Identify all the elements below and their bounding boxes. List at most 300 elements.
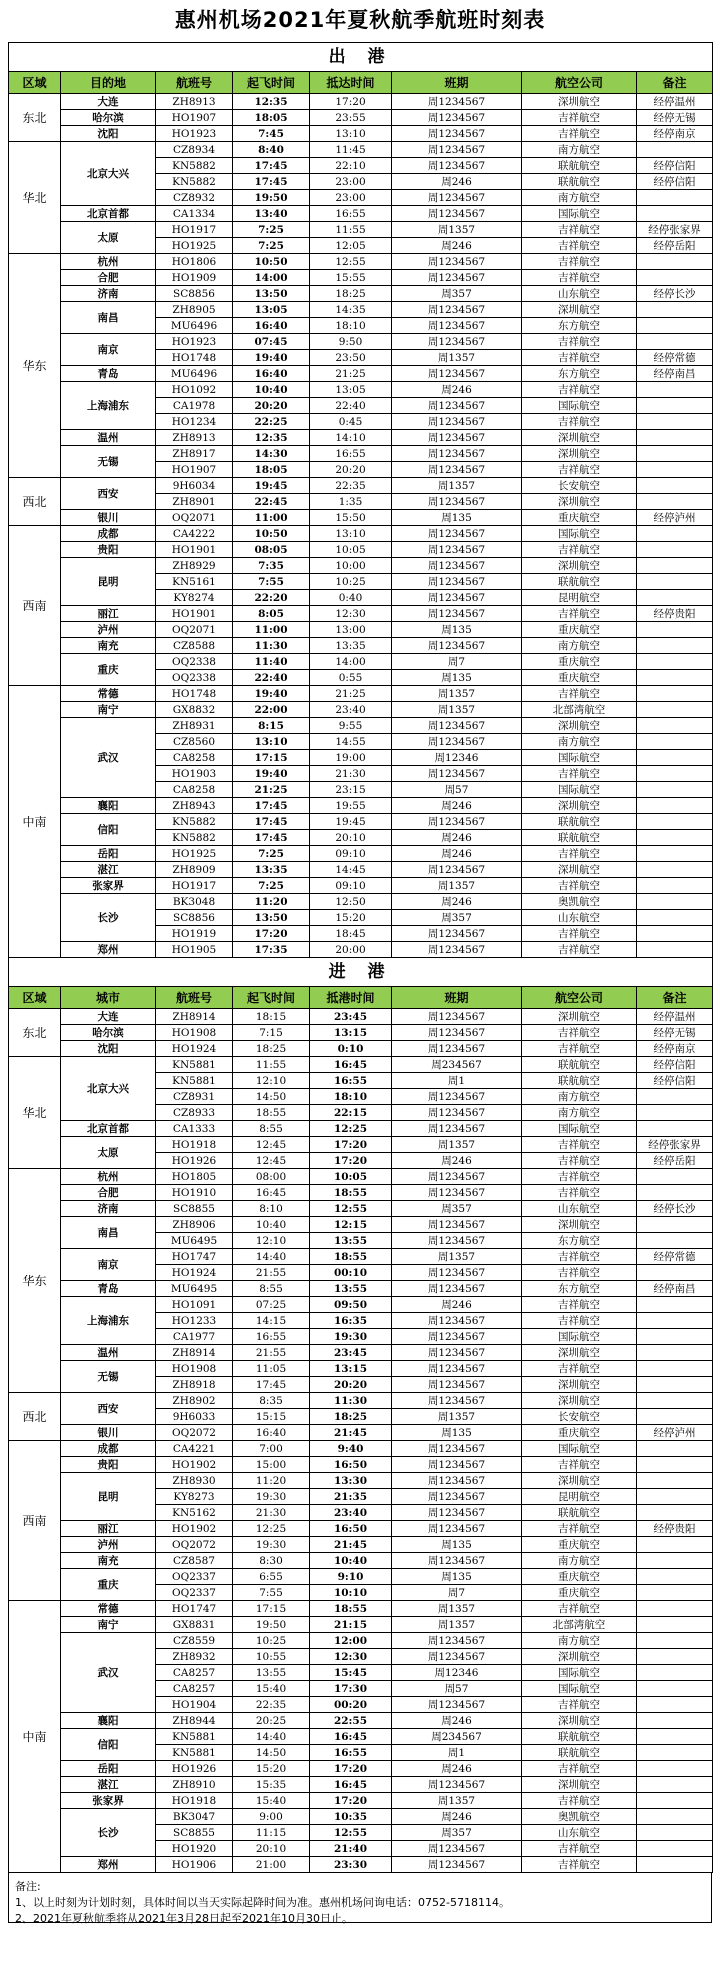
remark-cell: 经停张家界 <box>637 222 713 238</box>
city-cell: 岳阳 <box>61 846 156 862</box>
schedule-days-cell: 周246 <box>392 1761 522 1777</box>
flight-no-cell: HO1919 <box>156 926 233 942</box>
table-row <box>9 1121 713 1137</box>
schedule-days-cell: 周7 <box>392 654 522 670</box>
schedule-days-cell: 周1234567 <box>392 1025 522 1041</box>
flight-no-cell: ZH8901 <box>156 494 233 510</box>
city-cell: 长沙 <box>61 1809 156 1857</box>
schedule-days-cell: 周1234567 <box>392 1361 522 1377</box>
dep-time-cell: 10:25 <box>233 1633 310 1649</box>
table-row <box>9 1057 713 1073</box>
flight-no-cell: CZ8587 <box>156 1553 233 1569</box>
remark-cell <box>637 1569 713 1585</box>
schedule-days-cell: 周246 <box>392 238 522 254</box>
airline-cell: 南方航空 <box>522 1089 637 1105</box>
flight-no-cell: ZH8902 <box>156 1393 233 1409</box>
schedule-days-cell: 周1234567 <box>392 254 522 270</box>
arr-time-cell: 12:55 <box>310 1201 392 1217</box>
schedule-days-cell: 周1234567 <box>392 110 522 126</box>
flight-no-cell: CZ8934 <box>156 142 233 158</box>
airline-cell: 南方航空 <box>522 1633 637 1649</box>
airline-cell: 吉祥航空 <box>522 350 637 366</box>
remark-cell <box>637 1777 713 1793</box>
arrivals-header-cell: 航班号 <box>156 987 233 1009</box>
schedule-days-cell: 周1234567 <box>392 126 522 142</box>
remark-cell: 经停温州 <box>637 94 713 110</box>
flight-no-cell: KN5881 <box>156 1745 233 1761</box>
remark-cell <box>637 1489 713 1505</box>
schedule-days-cell: 周1234567 <box>392 814 522 830</box>
flight-no-cell: OQ2338 <box>156 670 233 686</box>
airline-cell: 深圳航空 <box>522 1393 637 1409</box>
table-row <box>9 558 713 574</box>
notes-line-1: 1、以上时刻为计划时刻，具体时间以当天实际起降时间为准。惠州机场问询电话：0752-5718114。 <box>15 1896 510 1909</box>
remark-cell <box>637 1617 713 1633</box>
airline-cell: 重庆航空 <box>522 654 637 670</box>
flight-no-cell: HO1918 <box>156 1137 233 1153</box>
remark-cell <box>637 1745 713 1761</box>
flight-no-cell: OQ2337 <box>156 1569 233 1585</box>
arr-time-cell: 9:40 <box>310 1441 392 1457</box>
city-cell: 济南 <box>61 1201 156 1217</box>
arr-time-cell: 12:55 <box>310 1825 392 1841</box>
schedule-days-cell: 周1234567 <box>392 1217 522 1233</box>
arr-time-cell: 12:25 <box>310 1121 392 1137</box>
flight-no-cell: 9H6034 <box>156 478 233 494</box>
remark-cell <box>637 478 713 494</box>
schedule-days-cell: 周1234567 <box>392 494 522 510</box>
arrivals-section-title: 进 港 <box>9 958 713 987</box>
city-cell: 南昌 <box>61 302 156 334</box>
city-cell: 沈阳 <box>61 1041 156 1057</box>
flight-no-cell: MU6496 <box>156 366 233 382</box>
city-cell: 南京 <box>61 334 156 366</box>
remark-cell <box>637 558 713 574</box>
departures-header-cell: 航空公司 <box>522 72 637 94</box>
dep-time-cell: 13:40 <box>233 206 310 222</box>
dep-time-cell: 21:55 <box>233 1265 310 1281</box>
remark-cell: 经停信阳 <box>637 158 713 174</box>
schedule-days-cell: 周1234567 <box>392 270 522 286</box>
remark-cell: 经停常德 <box>637 350 713 366</box>
table-row <box>9 798 713 814</box>
flight-no-cell: BK3048 <box>156 894 233 910</box>
flight-no-cell: HO1901 <box>156 606 233 622</box>
schedule-days-cell: 周1234567 <box>392 158 522 174</box>
dep-time-cell: 12:35 <box>233 94 310 110</box>
schedule-days-cell: 周1234567 <box>392 1185 522 1201</box>
table-row <box>9 862 713 878</box>
remark-cell <box>637 814 713 830</box>
airline-cell: 吉祥航空 <box>522 926 637 942</box>
table-row <box>9 718 713 734</box>
table-row <box>9 1473 713 1489</box>
remark-cell <box>637 1633 713 1649</box>
airline-cell: 北部湾航空 <box>522 702 637 718</box>
arr-time-cell: 9:55 <box>310 718 392 734</box>
schedule-days-cell: 周246 <box>392 798 522 814</box>
remark-cell <box>637 1505 713 1521</box>
remark-cell <box>637 1729 713 1745</box>
arr-time-cell: 21:25 <box>310 686 392 702</box>
flight-no-cell: OQ2338 <box>156 654 233 670</box>
remark-cell <box>637 206 713 222</box>
schedule-days-cell: 周1357 <box>392 1601 522 1617</box>
airline-cell: 联航航空 <box>522 1057 637 1073</box>
flight-no-cell: ZH8930 <box>156 1473 233 1489</box>
city-cell: 南充 <box>61 638 156 654</box>
dep-time-cell: 7:25 <box>233 846 310 862</box>
dep-time-cell: 12:10 <box>233 1073 310 1089</box>
flight-no-cell: CA8257 <box>156 1681 233 1697</box>
remark-cell <box>637 910 713 926</box>
arr-time-cell: 12:55 <box>310 254 392 270</box>
arr-time-cell: 17:20 <box>310 1793 392 1809</box>
flight-no-cell: HO1747 <box>156 1601 233 1617</box>
city-cell: 北京大兴 <box>61 142 156 206</box>
flight-no-cell: ZH8913 <box>156 430 233 446</box>
schedule-days-cell: 周1234567 <box>392 862 522 878</box>
remark-cell <box>637 1585 713 1601</box>
schedule-days-cell: 周1234567 <box>392 414 522 430</box>
city-cell: 合肥 <box>61 270 156 286</box>
schedule-days-cell: 周246 <box>392 894 522 910</box>
remark-cell <box>637 1665 713 1681</box>
arr-time-cell: 16:55 <box>310 446 392 462</box>
arr-time-cell: 17:20 <box>310 94 392 110</box>
table-row <box>9 1249 713 1265</box>
flight-no-cell: ZH8905 <box>156 302 233 318</box>
arrivals-header-cell: 班期 <box>392 987 522 1009</box>
arr-time-cell: 09:10 <box>310 878 392 894</box>
flight-no-cell: CA8257 <box>156 1665 233 1681</box>
dep-time-cell: 11:55 <box>233 1057 310 1073</box>
schedule-days-cell: 周1234567 <box>392 1393 522 1409</box>
city-cell: 湛江 <box>61 1777 156 1793</box>
dep-time-cell: 11:20 <box>233 894 310 910</box>
arr-time-cell: 23:45 <box>310 1345 392 1361</box>
arr-time-cell: 15:20 <box>310 910 392 926</box>
airline-cell: 联航航空 <box>522 174 637 190</box>
airline-cell: 东方航空 <box>522 318 637 334</box>
arr-time-cell: 20:20 <box>310 1377 392 1393</box>
region-cell: 西北 <box>9 478 61 526</box>
remark-cell: 经停长沙 <box>637 1201 713 1217</box>
schedule-days-cell: 周1234567 <box>392 446 522 462</box>
airline-cell: 深圳航空 <box>522 1009 637 1025</box>
schedule-days-cell: 周1234567 <box>392 94 522 110</box>
schedule-days-cell: 周1234567 <box>392 1697 522 1713</box>
city-cell: 丽江 <box>61 1521 156 1537</box>
city-cell: 哈尔滨 <box>61 1025 156 1041</box>
city-cell: 沈阳 <box>61 126 156 142</box>
schedule-days-cell: 周1234567 <box>392 1009 522 1025</box>
arr-time-cell: 19:55 <box>310 798 392 814</box>
schedule-days-cell: 周1234567 <box>392 430 522 446</box>
schedule-days-cell: 周1234567 <box>392 1265 522 1281</box>
dep-time-cell: 17:45 <box>233 798 310 814</box>
city-cell: 太原 <box>61 1137 156 1169</box>
airline-cell: 长安航空 <box>522 1409 637 1425</box>
schedule-days-cell: 周1234567 <box>392 558 522 574</box>
dep-time-cell: 13:50 <box>233 910 310 926</box>
remark-cell <box>637 1329 713 1345</box>
city-cell: 襄阳 <box>61 1713 156 1729</box>
remark-cell <box>637 526 713 542</box>
table-row <box>9 1761 713 1777</box>
table-row <box>9 286 713 302</box>
remark-cell <box>637 1313 713 1329</box>
schedule-days-cell: 周1234567 <box>392 1169 522 1185</box>
airline-cell: 重庆航空 <box>522 1569 637 1585</box>
airline-cell: 吉祥航空 <box>522 1857 637 1873</box>
arr-time-cell: 13:00 <box>310 622 392 638</box>
flight-no-cell: ZH8918 <box>156 1377 233 1393</box>
schedule-days-cell: 周1234567 <box>392 542 522 558</box>
table-row <box>9 814 713 830</box>
city-cell: 襄阳 <box>61 798 156 814</box>
dep-time-cell: 21:55 <box>233 1345 310 1361</box>
flight-no-cell: CA8258 <box>156 750 233 766</box>
dep-time-cell: 15:35 <box>233 1777 310 1793</box>
remark-cell <box>637 766 713 782</box>
schedule-table <box>8 42 713 1873</box>
airline-cell: 南方航空 <box>522 1553 637 1569</box>
arr-time-cell: 13:35 <box>310 638 392 654</box>
arr-time-cell: 15:45 <box>310 1665 392 1681</box>
airline-cell: 深圳航空 <box>522 1377 637 1393</box>
dep-time-cell: 7:25 <box>233 238 310 254</box>
remark-cell: 经停无锡 <box>637 1025 713 1041</box>
schedule-days-cell: 周1234567 <box>392 942 522 958</box>
dep-time-cell: 20:25 <box>233 1713 310 1729</box>
table-row <box>9 126 713 142</box>
flight-no-cell: CZ8931 <box>156 1089 233 1105</box>
city-cell: 温州 <box>61 1345 156 1361</box>
arr-time-cell: 18:55 <box>310 1601 392 1617</box>
airline-cell: 联航航空 <box>522 830 637 846</box>
flight-no-cell: HO1903 <box>156 766 233 782</box>
airline-cell: 南方航空 <box>522 734 637 750</box>
flight-no-cell: OQ2071 <box>156 510 233 526</box>
arr-time-cell: 16:55 <box>310 1745 392 1761</box>
page-title: 惠州机场2021年夏秋航季航班时刻表 <box>174 8 546 32</box>
airline-cell: 吉祥航空 <box>522 1137 637 1153</box>
flight-no-cell: ZH8906 <box>156 1217 233 1233</box>
schedule-days-cell: 周246 <box>392 846 522 862</box>
flight-no-cell: CA1977 <box>156 1329 233 1345</box>
schedule-days-cell: 周1234567 <box>392 142 522 158</box>
flight-no-cell: CA1333 <box>156 1121 233 1137</box>
arr-time-cell: 21:45 <box>310 1537 392 1553</box>
airline-cell: 吉祥航空 <box>522 126 637 142</box>
arr-time-cell: 13:30 <box>310 1473 392 1489</box>
arr-time-cell: 17:30 <box>310 1681 392 1697</box>
schedule-days-cell: 周1357 <box>392 350 522 366</box>
airline-cell: 昆明航空 <box>522 590 637 606</box>
table-row <box>9 1025 713 1041</box>
arr-time-cell: 22:55 <box>310 1713 392 1729</box>
remark-cell: 经停南昌 <box>637 1281 713 1297</box>
schedule-days-cell: 周1234567 <box>392 734 522 750</box>
flight-no-cell: HO1748 <box>156 350 233 366</box>
dep-time-cell: 11:00 <box>233 510 310 526</box>
airline-cell: 奥凯航空 <box>522 1809 637 1825</box>
arr-time-cell: 22:40 <box>310 398 392 414</box>
dep-time-cell: 08:00 <box>233 1169 310 1185</box>
region-cell: 西北 <box>9 1393 61 1441</box>
airline-cell: 吉祥航空 <box>522 686 637 702</box>
airline-cell: 吉祥航空 <box>522 1185 637 1201</box>
table-row <box>9 1857 713 1873</box>
schedule-days-cell: 周1234567 <box>392 1105 522 1121</box>
remark-cell <box>637 1841 713 1857</box>
remark-cell <box>637 1809 713 1825</box>
region-cell: 华东 <box>9 1169 61 1393</box>
city-cell: 昆明 <box>61 1473 156 1521</box>
flight-no-cell: SC8856 <box>156 910 233 926</box>
dep-time-cell: 7:25 <box>233 222 310 238</box>
departures-header-row <box>9 72 713 94</box>
departures-header-cell: 班期 <box>392 72 522 94</box>
flight-no-cell: ZH8914 <box>156 1009 233 1025</box>
city-cell: 北京首都 <box>61 1121 156 1137</box>
arr-time-cell: 21:40 <box>310 1841 392 1857</box>
flight-no-cell: HO1092 <box>156 382 233 398</box>
table-row <box>9 510 713 526</box>
flight-no-cell: HO1908 <box>156 1361 233 1377</box>
flight-no-cell: HO1806 <box>156 254 233 270</box>
arr-time-cell: 14:55 <box>310 734 392 750</box>
schedule-days-cell: 周1234567 <box>392 1281 522 1297</box>
airline-cell: 吉祥航空 <box>522 1761 637 1777</box>
remark-cell <box>637 446 713 462</box>
remark-cell <box>637 190 713 206</box>
flight-no-cell: HO1906 <box>156 1857 233 1873</box>
table-row <box>9 334 713 350</box>
remark-cell: 经停贵阳 <box>637 606 713 622</box>
flight-no-cell: ZH8931 <box>156 718 233 734</box>
airline-cell: 深圳航空 <box>522 494 637 510</box>
flight-no-cell: HO1091 <box>156 1297 233 1313</box>
table-row <box>9 1425 713 1441</box>
airline-cell: 重庆航空 <box>522 510 637 526</box>
city-cell: 无锡 <box>61 1361 156 1393</box>
arrivals-section-title-row <box>9 958 713 987</box>
remark-cell <box>637 270 713 286</box>
flight-no-cell: KN5881 <box>156 1057 233 1073</box>
dep-time-cell: 7:00 <box>233 1441 310 1457</box>
table-row <box>9 1185 713 1201</box>
remark-cell <box>637 1553 713 1569</box>
schedule-days-cell: 周1234567 <box>392 1441 522 1457</box>
airline-cell: 国际航空 <box>522 1329 637 1345</box>
table-row <box>9 270 713 286</box>
arr-time-cell: 1:35 <box>310 494 392 510</box>
remark-cell: 经停长沙 <box>637 286 713 302</box>
table-row <box>9 1713 713 1729</box>
schedule-days-cell: 周1234567 <box>392 1233 522 1249</box>
schedule-days-cell: 周1234567 <box>392 1089 522 1105</box>
city-cell: 丽江 <box>61 606 156 622</box>
airline-cell: 吉祥航空 <box>522 1841 637 1857</box>
table-row <box>9 382 713 398</box>
departures-header-cell: 抵达时间 <box>310 72 392 94</box>
dep-time-cell: 19:40 <box>233 686 310 702</box>
schedule-days-cell: 周1234567 <box>392 590 522 606</box>
arr-time-cell: 00:10 <box>310 1265 392 1281</box>
notes <box>8 1873 712 1923</box>
dep-time-cell: 17:35 <box>233 942 310 958</box>
table-row <box>9 1793 713 1809</box>
schedule-days-cell: 周1234567 <box>392 766 522 782</box>
table-row <box>9 846 713 862</box>
arr-time-cell: 0:40 <box>310 590 392 606</box>
airline-cell: 吉祥航空 <box>522 1521 637 1537</box>
schedule-days-cell: 周1357 <box>392 1137 522 1153</box>
airline-cell: 昆明航空 <box>522 1489 637 1505</box>
flight-no-cell: KY8273 <box>156 1489 233 1505</box>
arr-time-cell: 15:50 <box>310 510 392 526</box>
table-row <box>9 1009 713 1025</box>
airline-cell: 重庆航空 <box>522 1537 637 1553</box>
city-cell: 郑州 <box>61 1857 156 1873</box>
remark-cell <box>637 1793 713 1809</box>
city-cell: 济南 <box>61 286 156 302</box>
table-row <box>9 1217 713 1233</box>
schedule-days-cell: 周135 <box>392 1537 522 1553</box>
region-cell: 华北 <box>9 142 61 254</box>
flight-no-cell: KN5881 <box>156 1073 233 1089</box>
flight-no-cell: CA4221 <box>156 1441 233 1457</box>
flight-no-cell: KY8274 <box>156 590 233 606</box>
dep-time-cell: 10:50 <box>233 526 310 542</box>
schedule-days-cell: 周1234567 <box>392 1489 522 1505</box>
arr-time-cell: 13:10 <box>310 126 392 142</box>
flight-no-cell: KN5882 <box>156 158 233 174</box>
airline-cell: 深圳航空 <box>522 1345 637 1361</box>
airline-cell: 山东航空 <box>522 1201 637 1217</box>
table-row <box>9 142 713 158</box>
arr-time-cell: 16:55 <box>310 1073 392 1089</box>
schedule-days-cell: 周1234567 <box>392 718 522 734</box>
airline-cell: 吉祥航空 <box>522 1041 637 1057</box>
dep-time-cell: 12:45 <box>233 1153 310 1169</box>
dep-time-cell: 21:00 <box>233 1857 310 1873</box>
dep-time-cell: 11:05 <box>233 1361 310 1377</box>
arr-time-cell: 23:00 <box>310 190 392 206</box>
flight-no-cell: HO1910 <box>156 1185 233 1201</box>
schedule-days-cell: 周12346 <box>392 750 522 766</box>
dep-time-cell: 8:35 <box>233 1393 310 1409</box>
airline-cell: 吉祥航空 <box>522 238 637 254</box>
dep-time-cell: 7:35 <box>233 558 310 574</box>
flight-no-cell: OQ2072 <box>156 1425 233 1441</box>
remark-cell <box>637 926 713 942</box>
dep-time-cell: 6:55 <box>233 1569 310 1585</box>
dep-time-cell: 16:55 <box>233 1329 310 1345</box>
dep-time-cell: 14:15 <box>233 1313 310 1329</box>
flight-no-cell: ZH8913 <box>156 94 233 110</box>
dep-time-cell: 15:40 <box>233 1793 310 1809</box>
remark-cell <box>637 1825 713 1841</box>
dep-time-cell: 14:40 <box>233 1249 310 1265</box>
city-cell: 泸州 <box>61 1537 156 1553</box>
airline-cell: 联航航空 <box>522 158 637 174</box>
table-row <box>9 1809 713 1825</box>
remark-cell <box>637 734 713 750</box>
arr-time-cell: 10:05 <box>310 1169 392 1185</box>
